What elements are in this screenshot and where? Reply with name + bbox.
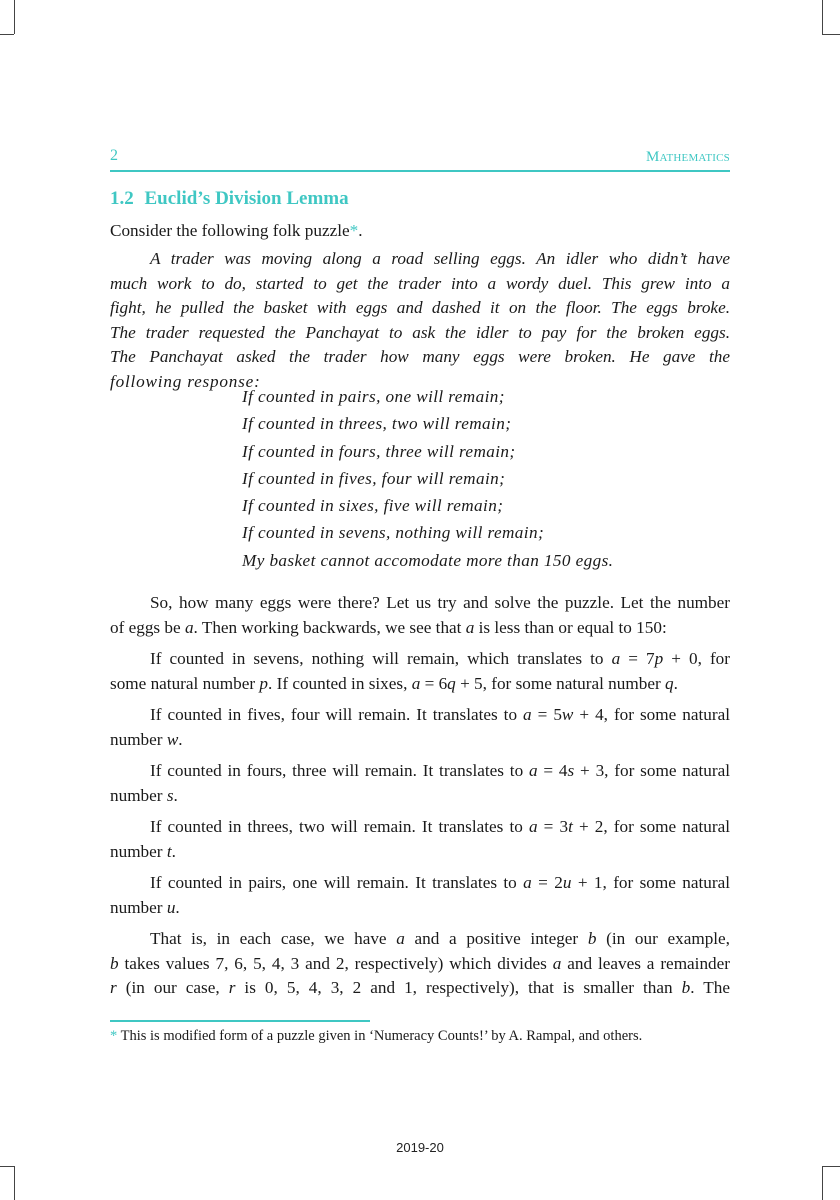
footnote-rule [110,1020,370,1022]
puzzle-line: fight, he pulled the basket with eggs and dashed it on the floor. The eggs broke. [110,298,730,318]
puzzle-paragraph [110,247,730,395]
section-heading [110,188,349,210]
crop-mark [822,1166,840,1167]
crop-mark [822,1166,823,1200]
verse-line: My basket cannot accomodate more than 150 eggs. [242,550,614,570]
crop-mark [822,0,823,34]
running-title: Mathematics [646,149,730,165]
footnote: * This is modified form of a puzzle given in ‘Numeracy Counts!’ by A. Rampal, and others. [110,1028,643,1044]
verse-line: If counted in fours, three will remain; [242,441,516,461]
puzzle-line: The Panchayat asked the trader how many eggs were broken. He gave the [110,347,730,367]
footnote-marker: * [110,1028,118,1044]
puzzle-line: following response: [110,371,261,391]
puzzle-line: The trader requested the Panchayat to ask the idler to pay for the broken eggs. [110,322,730,342]
paragraph-summary: That is, in each case, we have a and a positive integer b (in our example, b takes values 7, 6, 5, 4, 3 and 2, respectively) which divides a and leaves a remainder r (in our case, r is 0, 5, 4, 3, 2 and 1, respectively), that is smaller than b. The [110,929,731,998]
paragraph-fours: If counted in fours, three will remain. It translates to a = 4s + 3, for some natural number s. [110,761,730,805]
verse-line: If counted in sixes, five will remain; [242,496,504,516]
footer-year: 2019-20 [396,1140,444,1155]
paragraph-pairs: If counted in pairs, one will remain. It translates to a = 2u + 1, for some natural number u. [110,873,731,917]
puzzle-line: much work to do, started to get the trader into a wordy duel. This grew into a [110,273,730,293]
header-rule [110,170,730,172]
intro-line: Consider the following folk puzzle*. [110,221,363,240]
verse-line: If counted in pairs, one will remain; [242,387,505,406]
footnote-marker: * [349,221,359,240]
paragraph-intro: So, how many eggs were there? Let us try and solve the puzzle. Let the number of eggs be a. Then working backwards, we see that a is less than or equal to 150: [110,593,730,637]
puzzle-line: A trader was moving along a road selling eggs. An idler who didn’t have [150,249,730,268]
verse-line: If counted in threes, two will remain; [242,414,512,434]
section-number: 1.2 [110,188,134,209]
paragraph-sevens: If counted in sevens, nothing will remain, which translates to a = 7p + 0, for some natural number p. If counted in sixes, a = 6q + 5, for some natural number q. [110,649,730,693]
crop-mark [0,1166,14,1167]
paragraph-threes: If counted in threes, two will remain. It translates to a = 3t + 2, for some natural number t. [110,817,731,861]
crop-mark [0,34,14,35]
section-title: Euclid’s Division Lemma [144,188,349,209]
verse-line: If counted in sevens, nothing will remain; [242,523,545,543]
crop-mark [14,0,15,34]
page-number: 2 [110,147,118,164]
crop-mark [822,34,840,35]
paragraph-fives: If counted in fives, four will remain. It translates to a = 5w + 4, for some natural number w. [110,705,730,749]
crop-mark [14,1166,15,1200]
verse-block [242,387,613,578]
verse-line: If counted in fives, four will remain; [242,468,506,488]
